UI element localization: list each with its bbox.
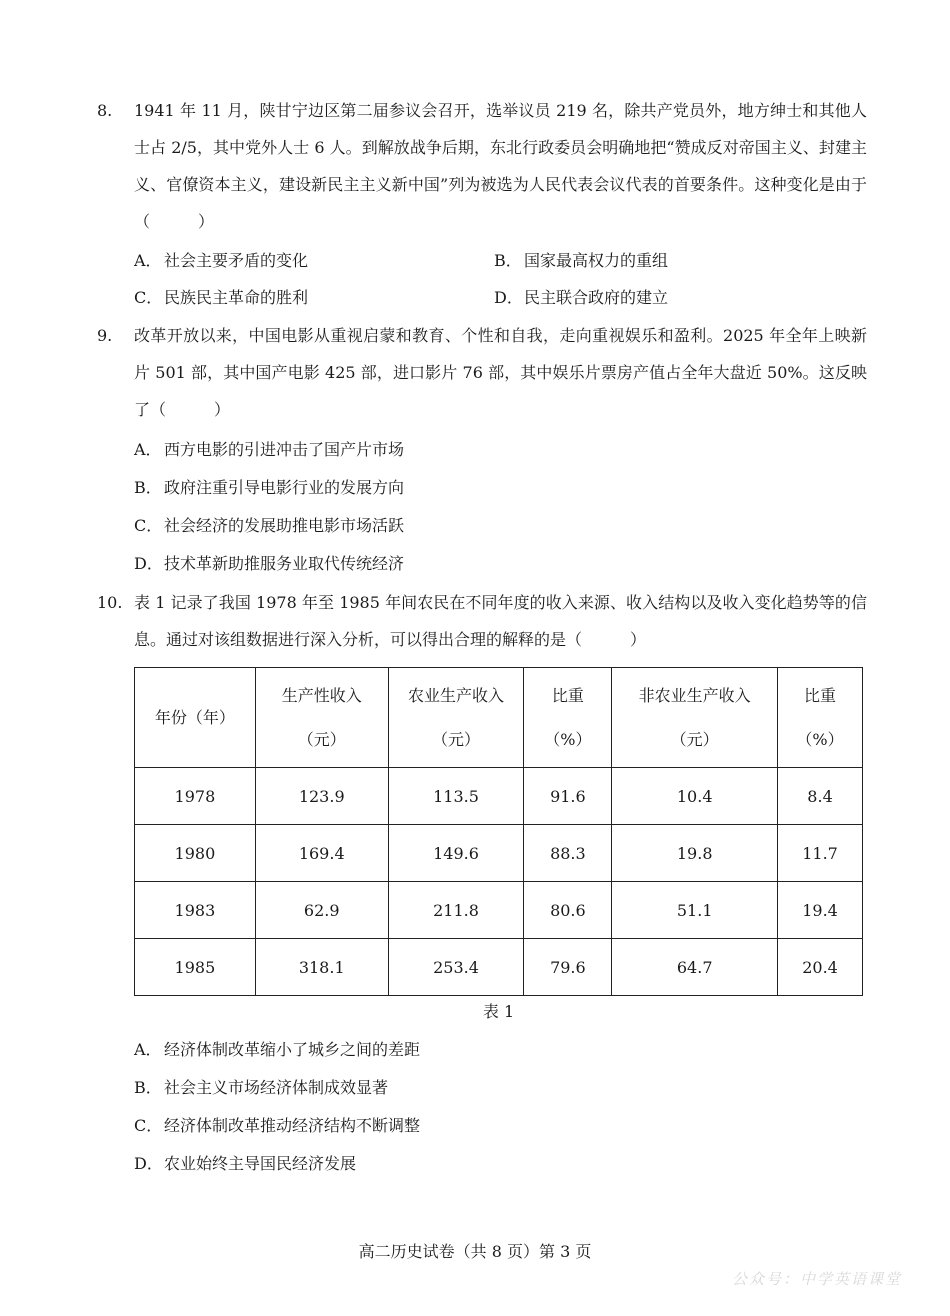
header-year: [135, 668, 256, 768]
header-nonagri-share: [778, 668, 863, 768]
option-label: D．: [494, 288, 523, 307]
option-label: D．: [134, 1154, 163, 1173]
option-text: 国家最高权力的重组: [524, 251, 669, 270]
option-text: 社会经济的发展助推电影市场活跃: [164, 516, 405, 535]
table-cell: 169.4: [255, 825, 388, 882]
header-line: 比重: [804, 685, 837, 705]
option-label: B．: [134, 1078, 162, 1097]
option-text: 民族民主革命的胜利: [164, 288, 309, 307]
table-cell: 20.4: [778, 939, 863, 996]
option-c[interactable]: [134, 507, 404, 544]
header-nonagri-income: [612, 668, 778, 768]
table-cell: 80.6: [524, 882, 612, 939]
question-stem: 改革开放以来，中国电影从重视启蒙和教育、个性和自我，走向重视娱乐和盈利。2025 年全年上映新片 501 部，其中国产电影 425 部，进口影片 76 部，其中娱乐片票房产值占全年大盘近 50%。这反映了（ ）: [134, 326, 867, 419]
table-cell: 10.4: [612, 768, 778, 825]
header-unit: （元）: [670, 729, 719, 749]
option-text: 经济体制改革推动经济结构不断调整: [164, 1116, 421, 1135]
header-unit: （元）: [297, 729, 346, 749]
table-cell: 211.8: [388, 882, 524, 939]
option-text: 西方电影的引进冲击了国产片市场: [164, 440, 405, 459]
option-d[interactable]: [134, 1145, 356, 1182]
header-agri-share: [524, 668, 612, 768]
table-caption: 表 1: [482, 1002, 515, 1021]
option-a[interactable]: [134, 1031, 420, 1068]
option-b[interactable]: [134, 469, 404, 506]
option-a[interactable]: [134, 431, 404, 468]
header-unit: （元）: [432, 729, 481, 749]
table-cell: 1983: [135, 882, 256, 939]
question-9: [97, 317, 867, 428]
header-line: 农业生产收入: [408, 685, 505, 705]
option-label: B．: [494, 251, 522, 270]
option-label: A．: [134, 440, 162, 459]
table-cell: 51.1: [612, 882, 778, 939]
header-unit: （%）: [796, 729, 844, 749]
table-cell: 8.4: [778, 768, 863, 825]
table-row: [135, 825, 863, 882]
table-header-row: [135, 668, 863, 768]
table-cell: 1978: [135, 768, 256, 825]
option-label: C．: [134, 1116, 163, 1135]
page-footer: 高二历史试卷（共 8 页）第 3 页: [358, 1242, 592, 1261]
table-cell: 19.4: [778, 882, 863, 939]
table-cell: 79.6: [524, 939, 612, 996]
option-label: C．: [134, 288, 163, 307]
table-row: [135, 768, 863, 825]
header-line: 生产性收入: [281, 685, 362, 705]
table-row: [135, 939, 863, 996]
table-cell: 1985: [135, 939, 256, 996]
question-stem: 表 1 记录了我国 1978 年至 1985 年间农民在不同年度的收入来源、收入结构以及收入变化趋势等的信息。通过对该组数据进行深入分析，可以得出合理的解释的是（ ）: [134, 593, 867, 649]
option-b[interactable]: [494, 242, 668, 279]
table-cell: 62.9: [255, 882, 388, 939]
option-text: 经济体制改革缩小了城乡之间的差距: [164, 1040, 421, 1059]
income-table: [134, 667, 863, 996]
table-cell: 123.9: [255, 768, 388, 825]
watermark: 公众号：中学英语课堂: [731, 1270, 902, 1288]
option-text: 民主联合政府的建立: [524, 288, 669, 307]
option-text: 技术革新助推服务业取代传统经济: [164, 554, 405, 573]
header-unit: （%）: [544, 729, 592, 749]
option-b[interactable]: [134, 1069, 388, 1106]
option-text: 社会主义市场经济体制成效显著: [164, 1078, 389, 1097]
table-row: [135, 882, 863, 939]
header-line: 比重: [551, 685, 584, 705]
table-cell: 64.7: [612, 939, 778, 996]
option-label: D．: [134, 554, 163, 573]
table-cell: 88.3: [524, 825, 612, 882]
question-number: 10.: [97, 593, 123, 612]
table-cell: 1980: [135, 825, 256, 882]
question-10: [97, 584, 867, 658]
option-text: 政府注重引导电影行业的发展方向: [164, 478, 405, 497]
table-cell: 11.7: [778, 825, 863, 882]
header-productive-income: [255, 668, 388, 768]
question-stem: 1941 年 11 月，陕甘宁边区第二届参议会召开，选举议员 219 名，除共产党员外，地方绅士和其他人士占 2/5，其中党外人士 6 人。到解放战争后期，东北行政委员会明确地把“赞成反对帝国主义、封建主义、官僚资本主义，建设新民主主义新中国”列为被选为人民代表会议代表的首要条件。这种变化是由于（ ）: [134, 101, 867, 231]
option-text: 社会主要矛盾的变化: [164, 251, 309, 270]
option-c[interactable]: [134, 1107, 420, 1144]
table-cell: 149.6: [388, 825, 524, 882]
table-cell: 113.5: [388, 768, 524, 825]
question-number: 8.: [97, 101, 113, 120]
table-cell: 91.6: [524, 768, 612, 825]
option-d[interactable]: [134, 545, 404, 582]
option-label: B．: [134, 478, 162, 497]
option-label: A．: [134, 1040, 162, 1059]
header-line: 非农业生产收入: [638, 685, 751, 705]
table-cell: 19.8: [612, 825, 778, 882]
question-number: 9.: [97, 326, 113, 345]
option-c[interactable]: [134, 279, 308, 316]
option-label: C．: [134, 516, 163, 535]
table-cell: 253.4: [388, 939, 524, 996]
option-label: A．: [134, 251, 162, 270]
option-text: 农业始终主导国民经济发展: [164, 1154, 357, 1173]
option-d[interactable]: [494, 279, 668, 316]
header-line: 年份（年）: [154, 707, 235, 727]
question-8: [97, 92, 867, 240]
header-agri-income: [388, 668, 524, 768]
table-cell: 318.1: [255, 939, 388, 996]
option-a[interactable]: [134, 242, 308, 279]
